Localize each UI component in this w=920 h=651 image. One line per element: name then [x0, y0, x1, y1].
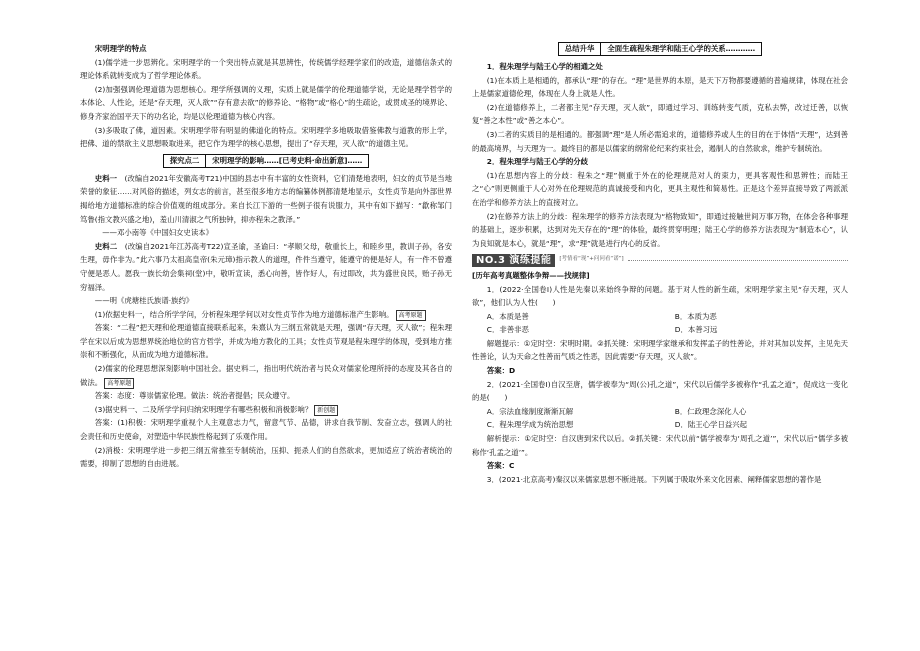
- source-text: (改编自2021年安徽高考T21)中国的县志中有丰富的女性资料，它们清楚地表明，妇女的贞节是当地荣誉的象征……对风俗的描述，列女志的前言，甚至很多地方志的编纂体例都清楚地显示，女性贞节是向外部世界揭给地方道德标准的综合价值观的组成部分。来自长江下游的一些例子很有说服力，其中有如下描写：“歙称邹门笃鲁(指文教兴盛之地)，羞山川清淑之气所独钟，抑亦程朱之教泽。”: [80, 173, 452, 224]
- answer-2: 答案：态度：尊崇儒家伦理。做法：统治者提倡；民众遵守。: [94, 391, 295, 401]
- option-c: C．程朱理学成为统治思想: [486, 420, 574, 430]
- option-b: B．本质为恶: [674, 311, 717, 321]
- paragraph: (2)加强强调伦理道德为思想核心。理学所强调的义理，实质上就是儒学的伦理道德学说，无论是理学哲学的本体论、人性论，还是“存天理，灭人欲”“存有意去欲”的修养论、“格物”或“格心”的生疏论，或贯成圣的境界论、修身齐家治国平天下的功名论，均是以伦理道德为核心内容。: [80, 84, 452, 121]
- question-text: (2)儒家的伦理思想深刻影响中国社会。据史料二，指出明代统治者与民众对儒家伦理所持的态度及其各自的做法。: [80, 364, 452, 387]
- source-2: [80, 240, 452, 294]
- paragraph: (2)在道德修养上，二者都主见“存天理，灭人欲”，即通过学习、训练转变气质，克私去弊，改过迁善，以恢复“善之本性”或“善之本心”。: [472, 102, 848, 126]
- subheading: 1．程朱理学与陆王心学的相通之处: [486, 62, 603, 71]
- exam-question-3: 3．(2021·北京高考)秦汉以来儒家思想不断进展。下列属于吸取外来文化因素、阐释儒家思想的著作是: [486, 474, 822, 484]
- banner-divider: [628, 260, 848, 261]
- source-label: 史料二: [94, 241, 118, 251]
- answer: 答案：D: [486, 366, 516, 376]
- question-tag: 新创题: [314, 405, 338, 416]
- paragraph: (1)儒学进一步思辨化。宋明理学的一个突出特点就是其思辨性，传统儒学经理学家们的改造，道德信条式的理论体系就转变成为了哲学理论体系。: [80, 57, 452, 81]
- paragraph: (2)在修养方法上的分歧：程朱理学的修养方法表现为“格物致知”，即通过接触世间万事万物，在体会各种事理的基础上，逐步积累，达到对先天存在的“理”的体验，最终贯穿明理；陆王心学的修养方法表现为“制造本心”，认为良知就是本心，就是“理”，求“理”就是进行内心的反省。: [472, 211, 848, 248]
- question-2: [80, 362, 452, 389]
- question-tag: 高考原题: [104, 378, 134, 389]
- paragraph: (3)多吸取了佛，道因素。宋明理学带有明显的佛道化的特点。宋明理学多地吸取借鉴佛教与道教的形上学，把佛、道的禁欲主义思想吸取进来，把它作为理学的核心思想，提出了“存天理，灭人欲”的道德主见。: [80, 125, 452, 149]
- question-text: (1)依据史料一，结合所学学问，分析程朱理学何以对女性贞节作为地方道德标准产生影响。: [94, 309, 394, 319]
- option-d: D．陆王心学日益兴起: [674, 420, 748, 430]
- banner-subtitle: [考情看“现”+问问看“诺”]: [559, 256, 624, 263]
- question-tag: 高考原题: [396, 310, 426, 321]
- left-column: [80, 42, 452, 471]
- question-1: [80, 308, 452, 322]
- options-row: [472, 323, 848, 337]
- explanation: 解题提示：①定时空：宋明时期。②抓关键：宋明理学家继承和发挥孟子的性善论，并对其加以发挥，主见先天性善论，认为天命之性善而气质之性恶，因此需要“存天理，灭人欲”。: [472, 338, 848, 362]
- summary-header: [472, 42, 848, 56]
- options-row: [472, 405, 848, 419]
- option-b: B．仁政理念深化人心: [674, 406, 747, 416]
- subheading: 2．程朱理学与陆王心学的分歧: [486, 157, 589, 167]
- option-c: C．非善非恶: [486, 325, 529, 335]
- source-1: [80, 172, 452, 226]
- answer-3: 答案：(1)积极：宋明理学重视个人主观意志力气，留意气节、品德，讲求自我节制、发奋立志，强调人的社会责任和历史使命，对塑造中华民族性格起到了乐观作用。: [80, 418, 452, 442]
- option-a: A．宗法血缘制度渐渐瓦解: [486, 406, 574, 416]
- explanation: 解析提示：①定时空：自汉唐到宋代以后。②抓关键：宋代以前“儒学被奉为‘周孔之道’”，宋代以后“儒学多被称作‘孔孟之道’”。: [472, 434, 848, 457]
- practice-banner: [472, 253, 848, 267]
- summary-title: 全面生疏程朱理学和陆王心学的关系…………: [600, 42, 762, 56]
- paragraph: (3)二者的实质目的是相通的。都强调“理”是人所必需追求的，道德修养或人生的目的在于体悟“天理”，达到善的最高境界，与天理为一。最终目的都是以儒家的纲常伦纪来约束社会，遏制人的自然欲求，维护专制统治。: [472, 129, 848, 153]
- source-text: (改编自2021年江苏高考T22)宣圣谕，圣谕曰：“孝顺父母，敬重长上，和睦乡里，教训子孙，各安生理，毋作非为。”此六事乃太祖高皇帝(朱元璋)指示教人的道理，件件当遵守，能遵守的便是好人，有一件不曾遵守便是恶人。愿我一族长幼会集祠(堂)中，敬听宣读，悉心向善，皆作好人，有过即改，共为盛世良民，贻子孙无穷福泽。: [80, 241, 452, 292]
- banner-title: NO.3 演练提能: [472, 254, 555, 267]
- paragraph: (1)在本质上是相通的，都承认“理”的存在。“理”是世界的本原，是天下万物都要遵循的普遍规律，体现在社会上是儒家道德伦理，体现在人身上就是人性。: [472, 75, 848, 99]
- option-d: D．本善习远: [674, 325, 718, 335]
- summary-label: 总结升华: [558, 42, 601, 56]
- answer: 答案：C: [486, 461, 515, 471]
- exam-subheading: [历年高考真题整体争辩——找规律]: [472, 270, 590, 280]
- question-text: (3)据史料一、二及所学学问归纳宋明理学有哪些积极和消极影响？: [94, 404, 313, 414]
- source-label: 史料一: [94, 173, 118, 183]
- exam-question-2: 2．(2021·全国卷Ⅰ)自汉至唐，儒学被奉为“周(公)孔之道”，宋代以后儒学多被称作“孔孟之道”，促成这一变化的是( ): [472, 379, 848, 403]
- options-row: [472, 418, 848, 432]
- right-column: [472, 42, 848, 486]
- section-title: 宋明理学的影响……[已考史料·命出新意]……: [205, 154, 369, 168]
- source-citation: ——邓小南等《中国妇女史读本》: [102, 228, 214, 238]
- option-a: A．本质是善: [486, 311, 529, 321]
- answer-3-continued: (2)消极：宋明理学进一步把三纲五常推至专制统治，压抑、扼杀人们的自然欲求，更加适应了统治者统治的需要，抑制了思想的自由进展。: [80, 445, 452, 469]
- exam-question-1: 1．(2022·全国卷Ⅰ)人性是先秦以来始终争辩的问题。基于对人性的新生疏，宋明理学家主见“存天理，灭人欲”，他们认为人性( ): [472, 284, 848, 308]
- options-row: [472, 310, 848, 324]
- paragraph: (1)在思想内容上的分歧：程朱之“理”侧重于外在的伦理规范对人的束力，更具客观性和思辨性；而陆王之“心”则更侧重于人心对外在伦理规范的真诚接受和内化，更具主观性和简易性。正是这个差异直接导致了两派派在治学和修养方法上的直接对立。: [472, 170, 848, 207]
- section-label: 探究点二: [163, 154, 206, 168]
- section-title-features: 宋明理学的特点: [94, 44, 147, 53]
- answer-1: 答案：“二程”把天理和伦理道德直接联系起来，朱熹认为三纲五常就是天理，强调“存天理，灭人欲”；程朱理学在宋以后成为思想界统治地位的官方哲学，并成为地方教化的工具；女性贞节观是程朱理学的体现，受到地方推崇和不断强化，从而成为地方道德标准。: [80, 323, 452, 360]
- question-3: [80, 403, 452, 417]
- source-citation: ——明《虎塘桂氏族谱·族约》: [94, 296, 194, 306]
- section-header: [80, 154, 452, 168]
